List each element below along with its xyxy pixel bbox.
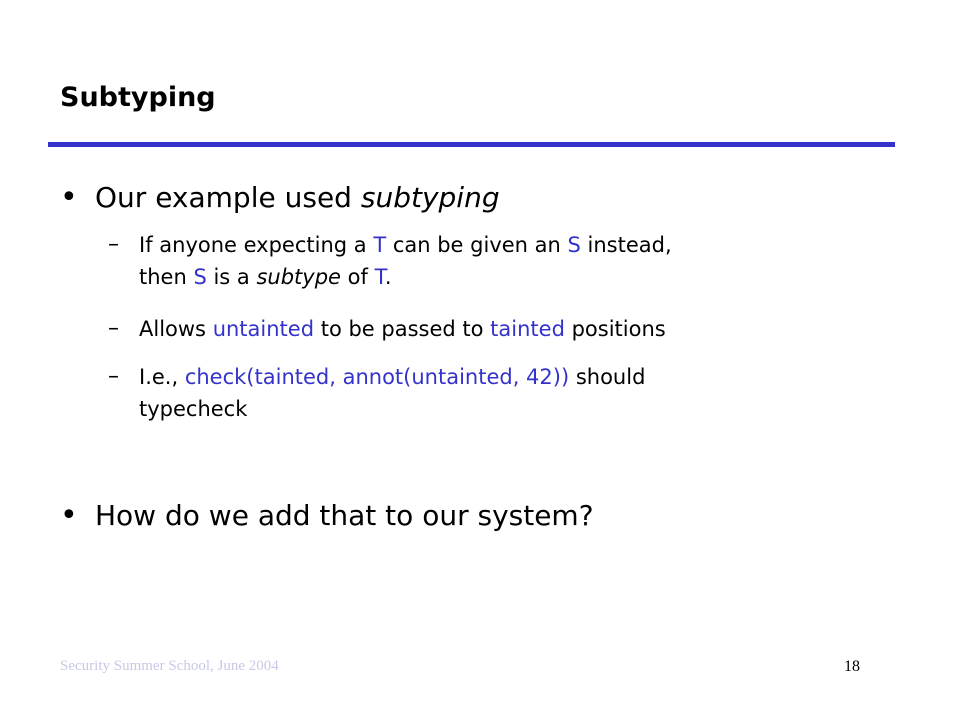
- subpoint-allows: [139, 314, 666, 344]
- highlight-type-S: S: [193, 265, 207, 289]
- text-segment: Allows: [139, 317, 213, 341]
- text-segment: .: [384, 265, 392, 289]
- highlight-type-T: T: [373, 233, 387, 257]
- text-segment: If anyone expecting a: [139, 233, 374, 257]
- footer-event-label: Security Summer School, June 2004: [60, 658, 279, 674]
- subpoint-definition-line2: [139, 262, 392, 292]
- text-segment: is a: [206, 265, 257, 289]
- highlight-code-example: check(tainted, annot(untainted, 42)): [184, 365, 570, 389]
- highlight-tainted: tainted: [490, 317, 565, 341]
- text-segment: positions: [564, 317, 666, 341]
- highlight-untainted: untainted: [212, 317, 315, 341]
- subpoint-example-line1: [139, 362, 645, 392]
- emphasis-subtyping: subtyping: [360, 181, 500, 214]
- subpoint-example-line2: typecheck: [139, 397, 248, 421]
- text-segment: can be given an: [386, 233, 568, 257]
- slide-page-number: 18: [844, 658, 860, 675]
- text-segment: I.e.,: [139, 365, 185, 389]
- highlight-type-T: T: [374, 265, 385, 289]
- emphasis-subtype: subtype: [256, 265, 341, 289]
- subpoint-dash: –: [108, 316, 119, 341]
- slide-title: Subtyping: [60, 82, 216, 113]
- text-segment: of: [340, 265, 375, 289]
- text-segment: should: [569, 365, 646, 389]
- bullet-our-example: [95, 180, 500, 216]
- text-segment: then: [139, 265, 194, 289]
- highlight-type-S: S: [567, 233, 581, 257]
- title-underline-rule: [48, 142, 895, 147]
- text-segment: to be passed to: [314, 317, 491, 341]
- bullet-glyph: •: [60, 180, 78, 215]
- bullet-glyph: •: [60, 498, 78, 533]
- text-segment: instead,: [580, 233, 672, 257]
- bullet-how-do-we-add: How do we add that to our system?: [95, 499, 594, 532]
- subpoint-definition-line1: [139, 230, 672, 260]
- subpoint-dash: –: [108, 232, 119, 257]
- subpoint-dash: –: [108, 364, 119, 389]
- bullet-our-example-text: Our example used: [95, 181, 361, 214]
